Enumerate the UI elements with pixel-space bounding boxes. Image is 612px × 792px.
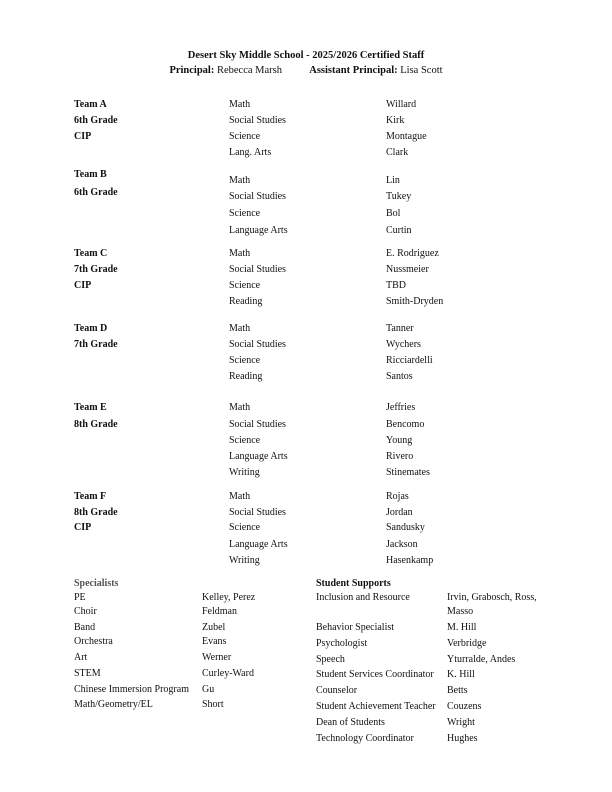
specialist-area: Art	[74, 652, 88, 663]
team-label: Team B	[74, 169, 107, 180]
team-label: CIP	[74, 522, 92, 533]
assistant-principal-label: Assistant Principal:	[309, 65, 398, 76]
team-label: 8th Grade	[74, 507, 118, 518]
teacher-name: Stinemates	[386, 467, 430, 478]
subject: Social Studies	[229, 419, 286, 430]
team-label: Team C	[74, 248, 108, 259]
support-role: Technology Coordinator	[316, 733, 414, 744]
team-label: Team D	[74, 323, 108, 334]
subject: Math	[229, 491, 251, 502]
team-label: Team E	[74, 402, 107, 413]
subject: Science	[229, 522, 261, 533]
teacher-name: Smith-Dryden	[386, 296, 444, 307]
teacher-name: Jeffries	[386, 402, 416, 413]
subject: Language Arts	[229, 539, 288, 550]
support-role: Behavior Specialist	[316, 622, 395, 633]
support-staff: Irvin, Grabosch, Ross,	[447, 592, 537, 603]
teacher-name: Hasenkamp	[386, 555, 434, 566]
teacher-name: Willard	[386, 99, 417, 110]
team-label: 7th Grade	[74, 264, 118, 275]
support-role: Inclusion and Resource	[316, 592, 410, 603]
team-label: CIP	[74, 280, 92, 291]
teacher-name: Jordan	[386, 507, 413, 518]
support-staff: Wright	[447, 717, 475, 728]
teacher-name: Ricciardelli	[386, 355, 433, 366]
specialist-area: Chinese Immersion Program	[74, 684, 189, 695]
teacher-name: Lin	[386, 175, 400, 186]
team-label: 6th Grade	[74, 187, 118, 198]
teacher-name: Jackson	[386, 539, 418, 550]
support-role: Counselor	[316, 685, 358, 696]
specialist-name: Zubel	[202, 622, 226, 633]
subject: Science	[229, 131, 261, 142]
student-supports-heading: Student Supports	[316, 578, 391, 589]
teacher-name: Bencomo	[386, 419, 425, 430]
specialist-area: Choir	[74, 606, 97, 617]
support-role: Psychologist	[316, 638, 368, 649]
support-staff: Betts	[447, 685, 468, 696]
subject: Science	[229, 280, 261, 291]
support-staff: Hughes	[447, 733, 478, 744]
support-staff: M. Hill	[447, 622, 477, 633]
teacher-name: Tanner	[386, 323, 414, 334]
specialist-area: Math/Geometry/EL	[74, 699, 153, 710]
subject: Science	[229, 435, 261, 446]
subject: Social Studies	[229, 339, 286, 350]
specialist-name: Short	[202, 699, 224, 710]
team-label: Team A	[74, 99, 107, 110]
support-staff: Yturralde, Andes	[447, 654, 516, 665]
teacher-name: E. Rodriguez	[386, 248, 439, 259]
support-staff: Masso	[447, 606, 474, 617]
subject: Writing	[229, 555, 260, 566]
teacher-name: Young	[386, 435, 413, 446]
specialist-name: Curley-Ward	[202, 668, 254, 679]
specialist-name: Feldman	[202, 606, 237, 617]
specialist-name: Werner	[202, 652, 232, 663]
team-label: 8th Grade	[74, 419, 118, 430]
support-role: Student Achievement Teacher	[316, 701, 436, 712]
specialist-name: Gu	[202, 684, 215, 695]
subject: Reading	[229, 296, 263, 307]
teacher-name: Rojas	[386, 491, 409, 502]
subject: Lang. Arts	[229, 147, 272, 158]
support-role: Student Services Coordinator	[316, 669, 434, 680]
subject: Reading	[229, 371, 263, 382]
team-label: 7th Grade	[74, 339, 118, 350]
teacher-name: Rivero	[386, 451, 414, 462]
specialists-heading: Specialists	[74, 578, 119, 589]
specialist-name: Evans	[202, 636, 227, 647]
subject: Math	[229, 402, 251, 413]
administration-line	[0, 64, 612, 77]
team-label: Team F	[74, 491, 107, 502]
subject: Language Arts	[229, 225, 288, 236]
specialist-name: Kelley, Perez	[202, 592, 256, 603]
team-label: 6th Grade	[74, 115, 118, 126]
subject: Social Studies	[229, 264, 286, 275]
teacher-name: Curtin	[386, 225, 412, 236]
subject: Math	[229, 99, 251, 110]
teacher-name: Bol	[386, 208, 401, 219]
subject: Science	[229, 355, 261, 366]
teacher-name: Sandusky	[386, 522, 425, 533]
teacher-name: Santos	[386, 371, 413, 382]
teacher-name: Wychers	[386, 339, 421, 350]
support-role: Dean of Students	[316, 717, 385, 728]
specialist-area: Band	[74, 622, 96, 633]
subject: Math	[229, 248, 251, 259]
support-staff: Couzens	[447, 701, 482, 712]
subject: Science	[229, 208, 261, 219]
teacher-name: Clark	[386, 147, 409, 158]
support-staff: Verbridge	[447, 638, 487, 649]
support-staff: K. Hill	[447, 669, 475, 680]
subject: Social Studies	[229, 115, 286, 126]
principal-name: Rebecca Marsh	[216, 65, 282, 76]
subject: Social Studies	[229, 507, 286, 518]
teacher-name: Tukey	[386, 191, 412, 202]
specialist-area: STEM	[74, 668, 101, 679]
page-title: Desert Sky Middle School - 2025/2026 Certified Staff	[187, 50, 425, 61]
teacher-name: Kirk	[386, 115, 405, 126]
team-label: CIP	[74, 131, 92, 142]
subject: Math	[229, 175, 251, 186]
specialist-area: Orchestra	[74, 636, 113, 647]
subject: Writing	[229, 467, 260, 478]
teacher-name: Montague	[386, 131, 427, 142]
assistant-principal-name: Lisa Scott	[400, 65, 443, 76]
support-role: Speech	[316, 654, 345, 665]
subject: Social Studies	[229, 191, 286, 202]
subject: Language Arts	[229, 451, 288, 462]
specialist-area: PE	[74, 592, 86, 603]
teacher-name: Nussmeier	[386, 264, 429, 275]
principal-label: Principal:	[169, 65, 215, 76]
teacher-name: TBD	[386, 280, 406, 291]
subject: Math	[229, 323, 251, 334]
